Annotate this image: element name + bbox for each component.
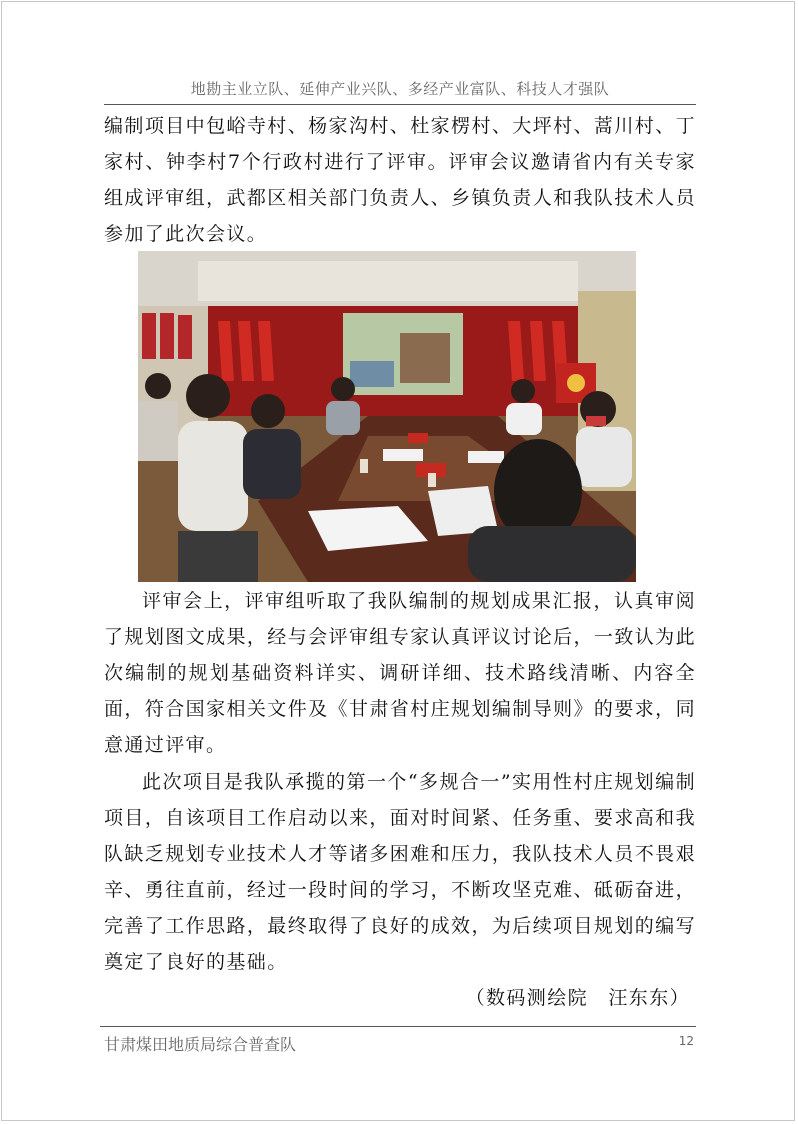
footer-organization: 甘肃煤田地质局综合普查队 (104, 1035, 297, 1054)
body-paragraph-1: 编制项目中包峪寺村、杨家沟村、杜家楞村、大坪村、蒿川村、丁家村、钟李村7个行政村进行了评审。评审会议邀请省内有关专家组成评审组，武都区相关部门负责人、乡镇负责人和我队技术人员参加了此次会议。 (104, 115, 696, 245)
footer-rule (100, 1026, 696, 1027)
page-number: 12 (678, 1034, 694, 1048)
page-header-motto: 地勘主业立队、延伸产业兴队、多经产业富队、科技人才强队 (190, 80, 610, 98)
header-rule (104, 104, 696, 105)
body-paragraph-3: 此次项目是我队承揽的第一个“多规合一”实用性村庄规划编制项目，自该项目工作启动以来，面对时间紧、任务重、要求高和我队缺乏规划专业技术人才等诸多困难和压力，我队技术人员不畏艰辛、勇往直前，经过一段时间的学习，不断攻坚克难、砥砺奋进，完善了工作思路，最终取得了良好的成效，为后续项目规划的编写奠定了良好的基础。 (104, 771, 696, 973)
author-signature: （数码测绘院 汪东东） (465, 987, 690, 1009)
body-paragraph-2: 评审会上，评审组听取了我队编制的规划成果汇报，认真审阅了规划图文成果，经与会评审组专家认真评议讨论后，一致认为此次编制的规划基础资料详实、调研详细、技术路线清晰、内容全面，符合国家相关文件及《甘肃省村庄规划编制导则》的要求，同意通过评审。 (104, 590, 696, 756)
meeting-photo-illustration (138, 251, 636, 582)
meeting-photo (138, 251, 636, 582)
